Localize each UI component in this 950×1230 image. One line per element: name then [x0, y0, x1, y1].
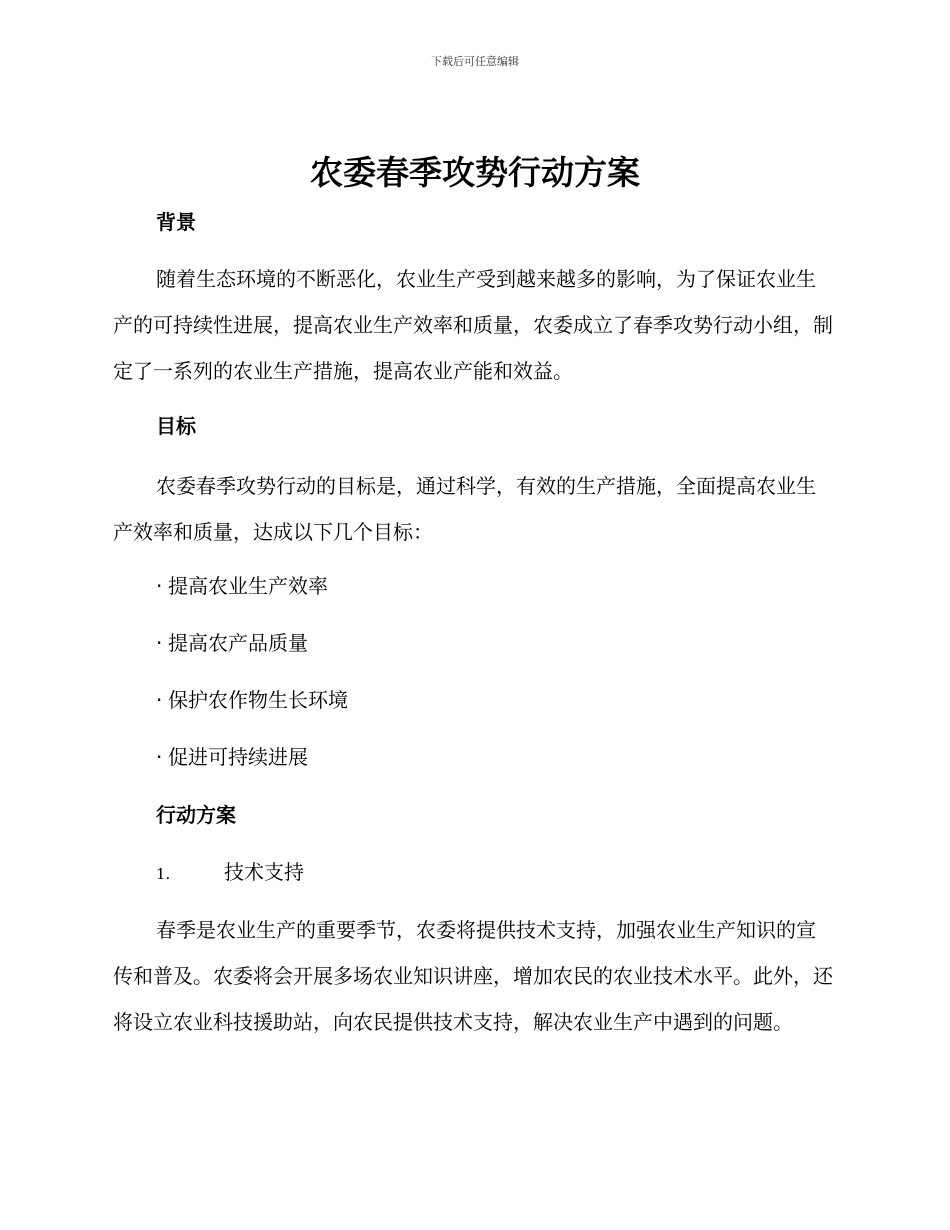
bullet-marker: ·	[156, 688, 163, 712]
goals-paragraph: 农委春季攻势行动的目标是，通过科学，有效的生产措施，全面提高农业生产效率和质量，达成以下几个目标：	[113, 474, 816, 544]
plan-item-title: 技术支持	[224, 860, 304, 884]
document-title: 农委春季攻势行动方案	[310, 153, 640, 192]
section-heading-background: 背景	[156, 210, 196, 234]
goal-item-text: 保护农作物生长环境	[168, 688, 348, 712]
section-heading-plan: 行动方案	[156, 803, 236, 827]
goal-list-item	[156, 629, 308, 657]
bullet-marker: ·	[156, 574, 163, 598]
plan-paragraph: 春季是农业生产的重要季节，农委将提供技术支持，加强农业生产知识的宣传和普及。农委将会开展多场农业知识讲座，增加农民的农业技术水平。此外，还将设立农业科技援助站，向农民提供技术支持，解决农业生产中遇到的问题。	[113, 918, 833, 1034]
goal-item-text: 促进可持续进展	[168, 745, 308, 769]
background-paragraph: 随着生态环境的不断恶化，农业生产受到越来越多的影响，为了保证农业生产的可持续性进展，提高农业生产效率和质量，农委成立了春季攻势行动小组，制定了一系列的农业生产措施，提高农业产能和效益。	[113, 267, 833, 383]
bullet-marker: ·	[156, 745, 163, 769]
plan-item-number: 1.	[156, 865, 171, 883]
goal-item-text: 提高农产品质量	[168, 631, 308, 655]
goal-list-item	[156, 743, 308, 771]
plan-numbered-item	[156, 858, 304, 888]
goal-list-item	[156, 686, 348, 714]
header-note: 下载后可任意编辑	[431, 55, 519, 68]
goal-item-text: 提高农业生产效率	[168, 574, 328, 598]
goal-list-item	[156, 572, 328, 600]
bullet-marker: ·	[156, 631, 163, 655]
section-heading-goals: 目标	[156, 414, 196, 438]
